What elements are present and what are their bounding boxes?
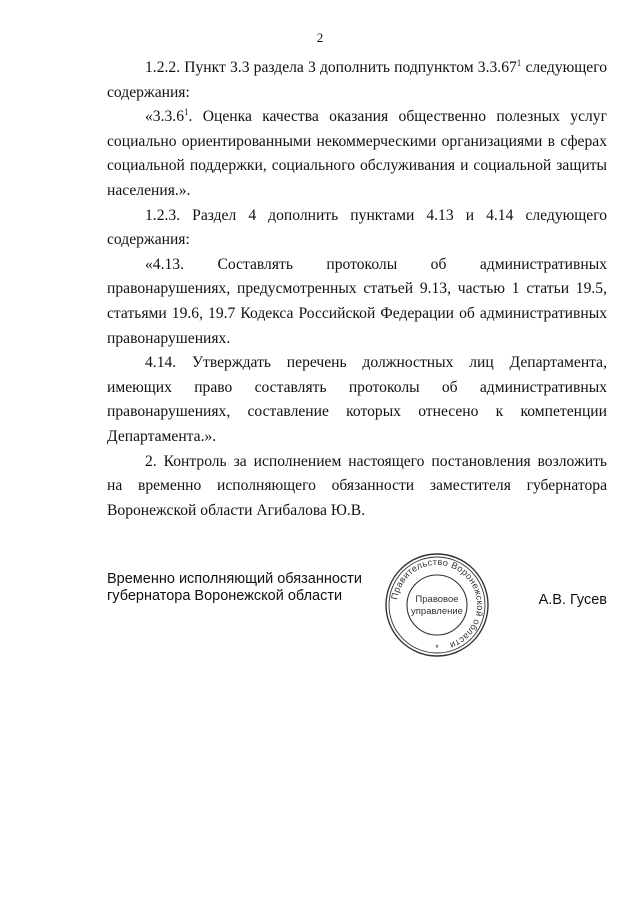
paragraph-text: 1.2.2. Пункт 3.3 раздела 3 дополнить подпунктом 3.3.67 (145, 59, 517, 76)
paragraph-text: 1.2.3. Раздел 4 дополнить пунктами 4.13 и 4.14 следующего содержания: (107, 206, 607, 249)
seal-outer-ring (386, 554, 488, 656)
document-body (107, 56, 607, 523)
paragraph-3-3-6-1 (107, 105, 607, 203)
seal-inner-ring (407, 575, 467, 635)
paragraph-text: «4.13. Составлять протоколы об административных правонарушениях, предусмотренных статьей 9.13, частью 1 статьи 19.5, статьями 19.6, 19.7 Кодекса Российской Федерации об административных правонарушениях. (107, 255, 607, 347)
seal-outer-text-path: Правительство Воронежской области (389, 556, 486, 651)
signatory-position-line-2: губернатора Воронежской области (107, 588, 343, 604)
official-seal (382, 550, 492, 660)
paragraph-text: 4.14. Утверждать перечень должностных лиц Департамента, имеющих право составлять протоколы об административных правонарушениях, составление которых отнесено к компетенции Департамента.». (107, 354, 607, 445)
seal-inner-line-1: Правовое (415, 594, 459, 605)
paragraph-text: следующего содержания: (107, 59, 607, 101)
paragraph-text: «3.3.6 (145, 108, 184, 126)
paragraph-text: 2. Контроль за исполнением настоящего постановления возложить на временно исполняющего обязанности заместителя губернатора Воронежской области Агибалова Ю.В. (107, 452, 607, 519)
page-number: 2 (316, 30, 324, 45)
seal-inner-line-2: управление (411, 606, 463, 617)
paragraph-text: . Оценка качества оказания общественно полезных услуг социально ориентированными некоммерческими организациями в сферах социальной поддержки, социального обслуживания и социальной защиты населения.». (107, 108, 607, 199)
seal-star-icon: * (435, 643, 439, 653)
seal-graphic (382, 550, 492, 660)
signatory-position-line-1: Временно исполняющий обязанности (107, 571, 362, 587)
superscript: 1 (183, 107, 189, 117)
paragraph-4-14 (107, 351, 607, 449)
paragraph-2-control (107, 450, 607, 524)
paragraph-4-13 (107, 253, 607, 351)
signatory-name: А.В. Гусев (538, 592, 607, 608)
paragraph-1-2-3 (107, 204, 607, 253)
paragraph-1-2-2 (107, 56, 607, 105)
signatory-position (107, 571, 362, 605)
superscript: 1 (516, 57, 522, 68)
